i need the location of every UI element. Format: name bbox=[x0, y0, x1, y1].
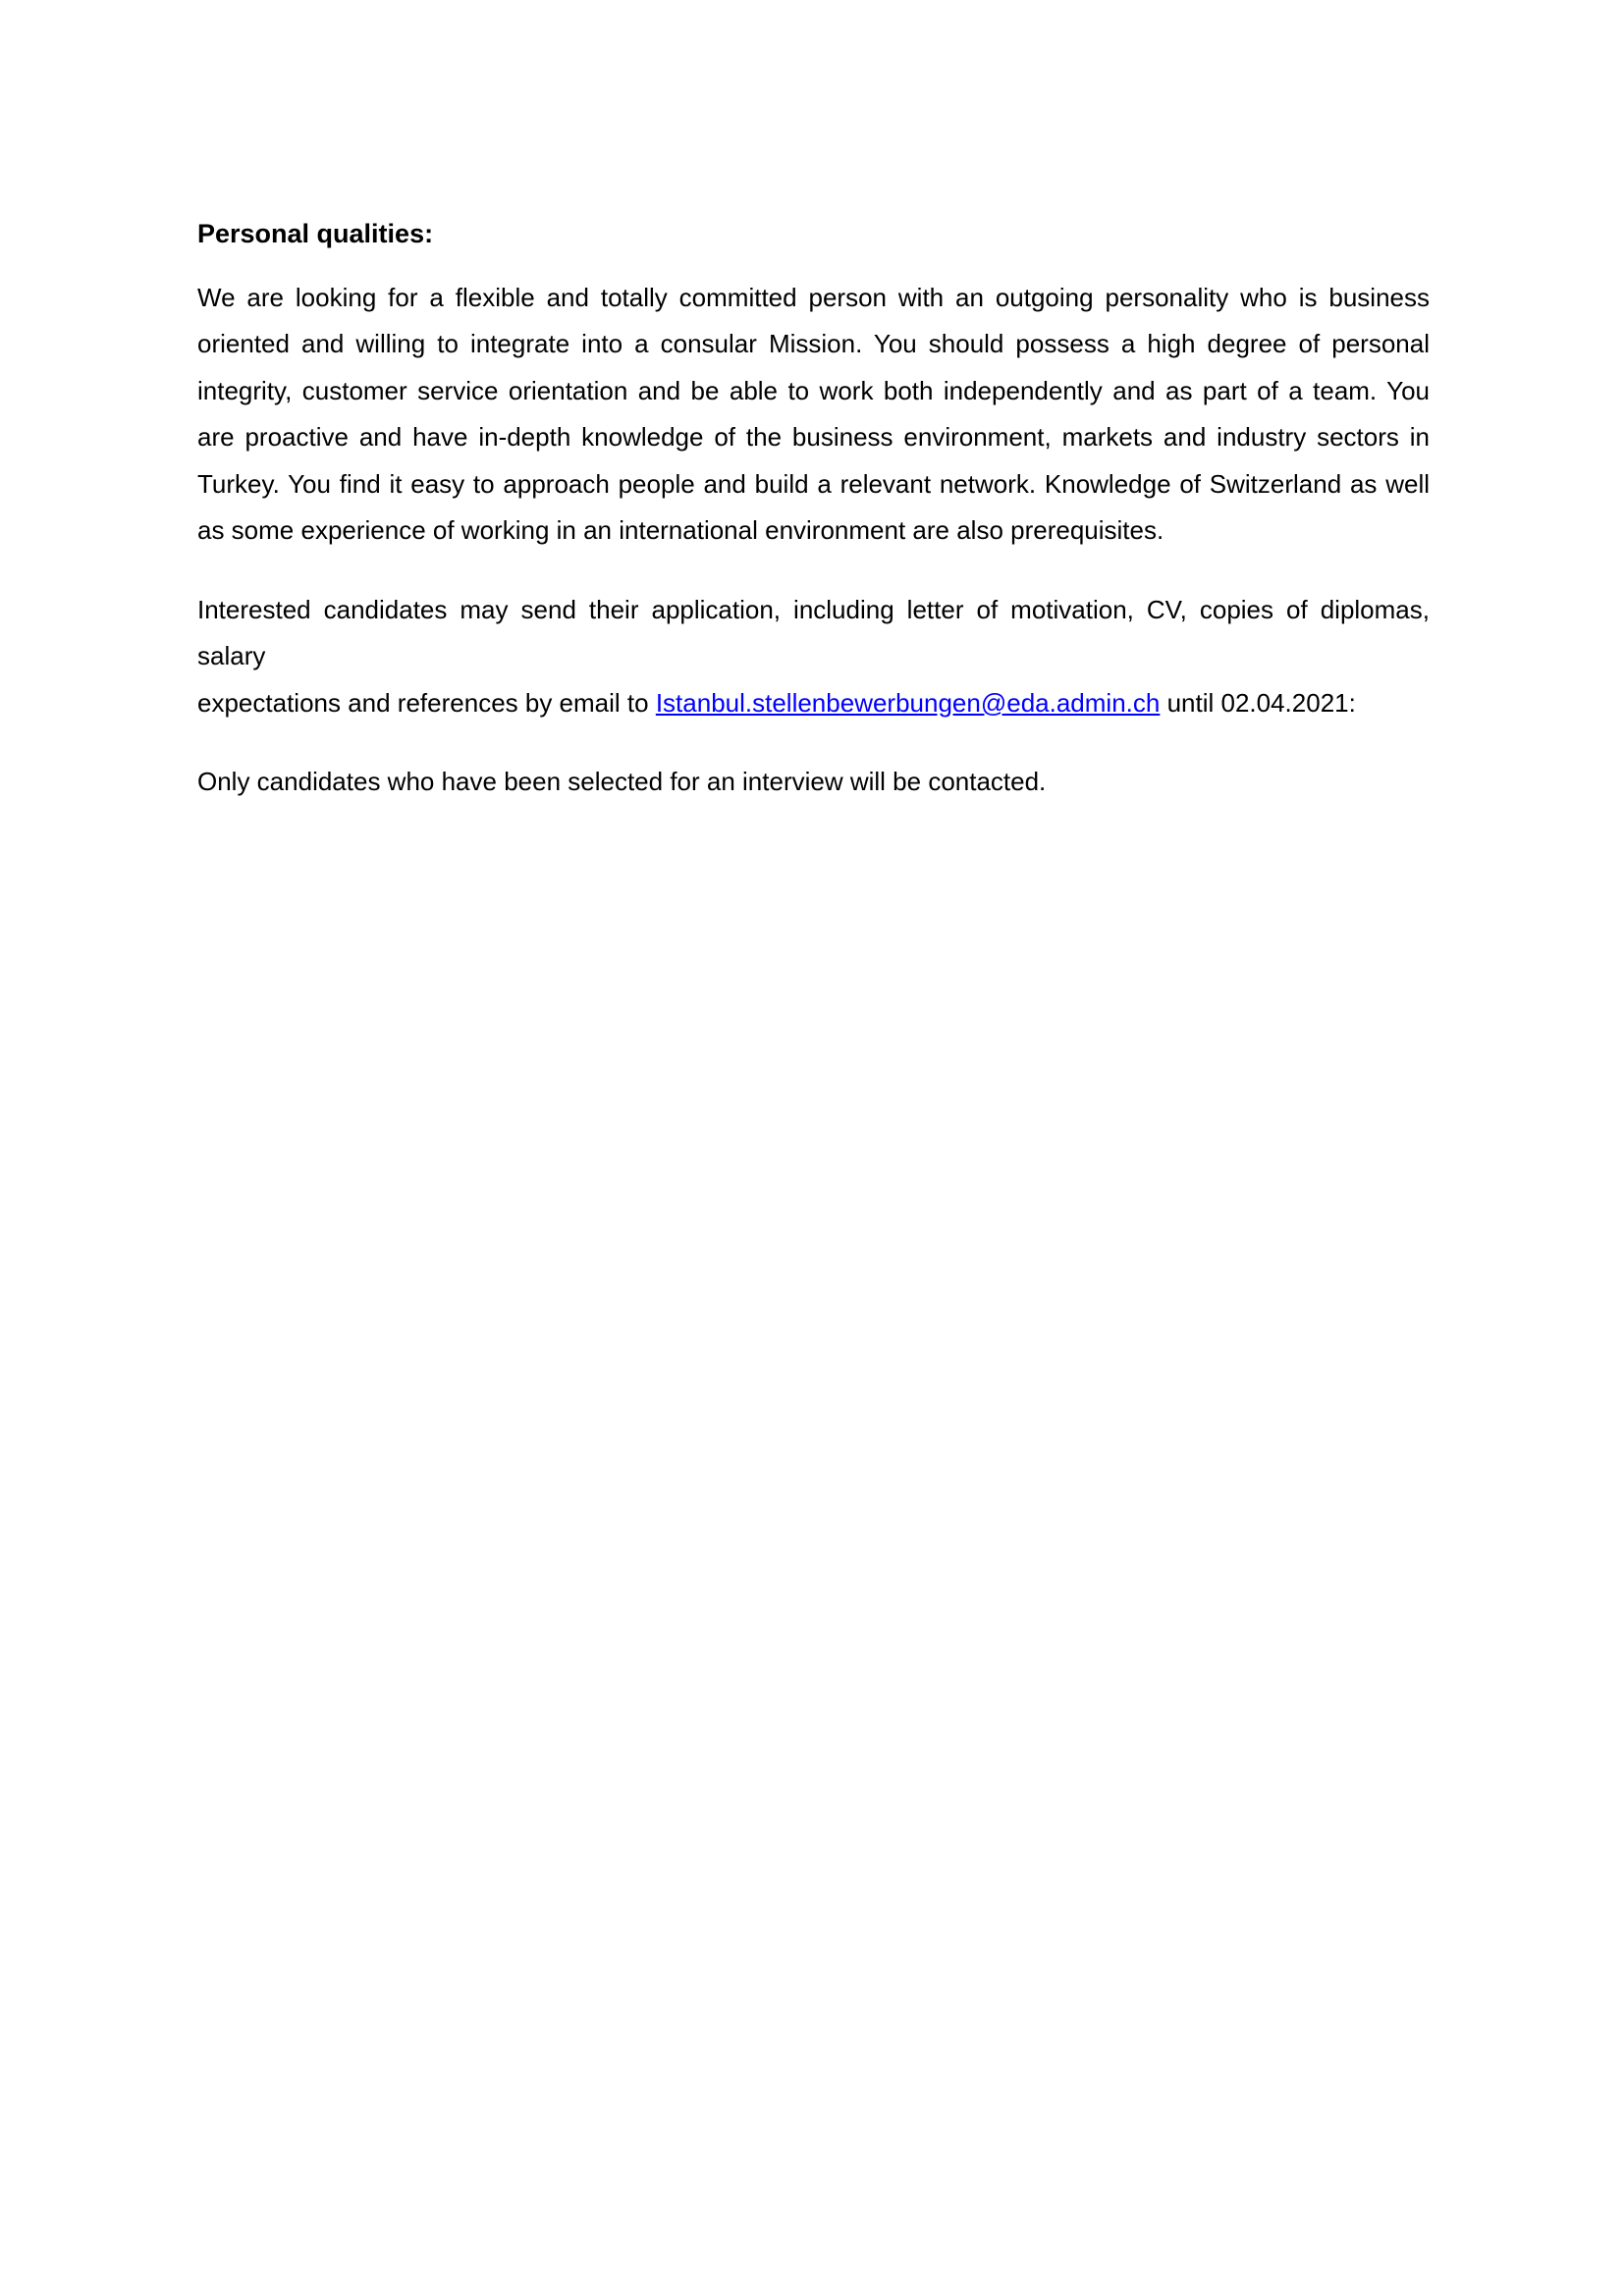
text-line: Interested candidates may send their application, including letter of motivation, CV, copies of diplomas, salary bbox=[197, 594, 1430, 670]
paragraph-interview-note bbox=[197, 759, 1430, 806]
paragraph-application-instructions bbox=[197, 587, 1430, 727]
text-line: Only candidates who have been selected for an interview will be contacted. bbox=[197, 767, 1047, 796]
email-link[interactable]: Istanbul.stellenbewerbungen@eda.admin.ch bbox=[655, 687, 1161, 718]
paragraph-personal-qualities bbox=[197, 275, 1430, 555]
text-line: We are looking for a flexible and totally committed person with an outgoing personality who is business bbox=[197, 282, 1430, 312]
text-line: oriented and willing to integrate into a consular Mission. You should possess a high degree of personal bbox=[197, 329, 1430, 358]
text-line: are proactive and have in-depth knowledge of the business environment, markets and industry sectors in bbox=[197, 422, 1430, 452]
application-text-after-link: until 02.04.2021: bbox=[1160, 687, 1356, 718]
text-line: as some experience of working in an international environment are also prerequisites. bbox=[197, 515, 1164, 545]
text-line: integrity, customer service orientation and be able to work both independently and as part of a team. You bbox=[197, 375, 1430, 405]
application-line-with-link bbox=[197, 680, 1430, 727]
heading-personal-qualities: Personal qualities: bbox=[197, 219, 434, 248]
application-text-before-link: expectations and references by email to bbox=[197, 687, 656, 718]
text-line: Turkey. You find it easy to approach people and build a relevant network. Knowledge of Switzerland as well bbox=[197, 468, 1430, 499]
